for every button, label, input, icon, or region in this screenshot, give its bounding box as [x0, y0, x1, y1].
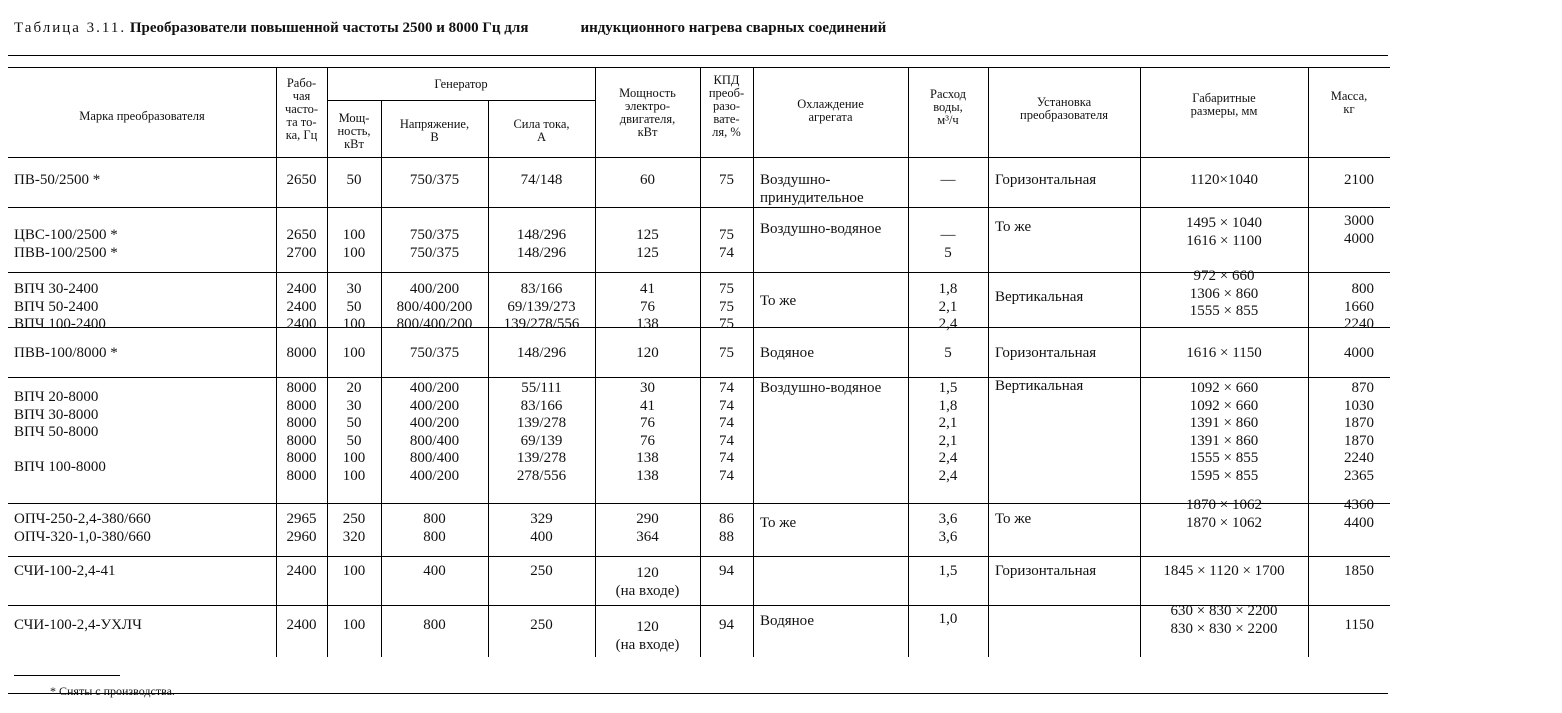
- voltage-cell: 400/200 800/400/200 800/400/200: [396, 281, 473, 332]
- generator-power-cell: 20 30 50 50 100 100: [342, 380, 366, 484]
- voltage-cell: 750/375 750/375: [409, 227, 460, 261]
- generator-power-cell: 250 320: [342, 511, 366, 545]
- row-divider: [8, 157, 1390, 158]
- water-flow-cell: 5: [944, 345, 952, 361]
- motor-power-cell: 30 41 76 76 138 138: [636, 380, 659, 484]
- header-efficiency: КПД преоб- разо- вате- ля, %: [708, 73, 745, 139]
- motor-power-cell: 120 (на входе): [615, 619, 680, 653]
- current-cell: 329 400: [530, 511, 553, 545]
- caption-title-part-1: Преобразователи повышенной частоты 2500 и 8000 Гц для: [129, 20, 529, 36]
- water-flow-cell: 3,6 3,6: [938, 511, 958, 545]
- efficiency-cell: 75: [719, 345, 734, 361]
- header-generator-power: Мощ- ность, кВт: [337, 111, 371, 151]
- water-flow-cell: 1,5 1,8 2,1 2,1 2,4 2,4: [938, 380, 958, 484]
- frequency-cell: 2400 2400 2400: [286, 281, 317, 332]
- generator-power-cell: 100: [342, 617, 366, 633]
- header-motor-power: Мощность электро- двигателя, кВт: [619, 86, 676, 139]
- efficiency-cell: 94: [719, 563, 734, 579]
- motor-power-cell: 120: [636, 345, 659, 361]
- column-divider: [488, 100, 489, 657]
- efficiency-cell: 86 88: [719, 511, 734, 545]
- water-flow-cell: 1,5: [938, 563, 958, 579]
- mass-cell: 1150: [1344, 617, 1374, 633]
- installation-cell: Горизонтальная: [995, 345, 1097, 361]
- column-divider: [595, 67, 596, 657]
- cooling-cell: Водяное: [760, 345, 814, 361]
- column-divider: [1308, 67, 1309, 657]
- cooling-cell: Водяное: [760, 613, 814, 629]
- dimensions-cell: 972 × 660 1306 × 860 1555 × 855: [1189, 268, 1259, 319]
- header-generator: Генератор: [434, 77, 488, 91]
- current-cell: 83/166 69/139/273 139/278/556: [503, 281, 580, 332]
- generator-power-cell: 30 50 100: [342, 281, 366, 332]
- dimensions-cell: 1495 × 1040 1616 × 1100: [1186, 215, 1262, 249]
- voltage-cell: 750/375: [409, 345, 460, 361]
- voltage-cell: 800: [423, 617, 446, 633]
- current-cell: 250: [530, 563, 553, 579]
- generator-subheader-line: [327, 100, 595, 101]
- motor-power-cell: 60: [640, 172, 655, 188]
- generator-power-cell: 50: [346, 172, 362, 188]
- water-flow-cell: 1,8 2,1 2,4: [938, 281, 958, 332]
- voltage-cell: 800 800: [423, 511, 446, 545]
- efficiency-cell: 94: [719, 617, 734, 633]
- efficiency-cell: 75 74: [719, 227, 734, 261]
- generator-power-cell: 100: [342, 563, 366, 579]
- generator-power-cell: 100: [342, 345, 366, 361]
- generator-power-cell: 100 100: [342, 227, 366, 261]
- row-divider: [8, 556, 1390, 557]
- header-cooling: Охлаждение агрегата: [797, 97, 864, 124]
- header-brand: Марка преобразователя: [79, 109, 205, 123]
- mass-cell: 4000: [1344, 345, 1374, 361]
- brand-cell: ПВ-50/2500 *: [14, 172, 101, 188]
- efficiency-cell: 75: [719, 172, 734, 188]
- column-divider: [1140, 67, 1141, 657]
- dimensions-cell: 630 × 830 × 2200 830 × 830 × 2200: [1170, 603, 1278, 637]
- brand-cell: ПВВ-100/8000 *: [14, 345, 118, 361]
- installation-cell: То же: [995, 219, 1032, 235]
- cooling-cell: Воздушно-водяное: [760, 221, 882, 237]
- installation-cell: Вертикальная: [995, 289, 1084, 305]
- voltage-cell: 400/200 400/200 400/200 800/400 800/400 400/200: [409, 380, 460, 484]
- water-flow-cell: 1,0: [938, 611, 958, 627]
- column-divider: [908, 67, 909, 657]
- current-cell: 148/296: [516, 345, 567, 361]
- water-flow-cell: — 5: [940, 227, 956, 261]
- motor-power-cell: 120 (на входе): [615, 565, 680, 599]
- mass-cell: 2100: [1344, 172, 1374, 188]
- brand-cell: ВПЧ 20-8000 ВПЧ 30-8000 ВПЧ 50-8000 ВПЧ 100-8000: [14, 389, 106, 475]
- footnote: * Сняты с производства.: [50, 684, 175, 698]
- table-bottom-rule: [8, 693, 1388, 694]
- column-divider: [327, 67, 328, 657]
- motor-power-cell: 41 76 138: [636, 281, 659, 332]
- frequency-cell: 2400: [286, 617, 317, 633]
- brand-cell: СЧИ-100-2,4-41: [14, 563, 116, 579]
- efficiency-cell: 75 75 75: [719, 281, 734, 332]
- cooling-cell: То же: [760, 515, 797, 531]
- cooling-cell: То же: [760, 293, 797, 309]
- efficiency-cell: 74 74 74 74 74 74: [719, 380, 734, 484]
- current-cell: 148/296 148/296: [516, 227, 567, 261]
- caption-title-part-2: индукционного нагрева сварных соединений: [580, 20, 887, 36]
- header-frequency: Рабо- чая часто- та то- ка, Гц: [284, 76, 319, 142]
- dimensions-cell: 1870 × 1062 1870 × 1062: [1186, 497, 1262, 531]
- footnote-rule: [14, 675, 120, 676]
- dimensions-cell: 1845 × 1120 × 1700: [1163, 563, 1285, 579]
- table-caption: [14, 20, 886, 37]
- mass-cell: 870 1030 1870 1870 2240 2365: [1344, 380, 1374, 484]
- installation-cell: Вертикальная: [995, 378, 1084, 394]
- mass-cell: 1850: [1344, 563, 1374, 579]
- brand-cell: ЦВС-100/2500 * ПВВ-100/2500 *: [14, 227, 118, 261]
- dimensions-cell: 1616 × 1150: [1186, 345, 1262, 361]
- installation-cell: То же: [995, 511, 1032, 527]
- current-cell: 250: [530, 617, 553, 633]
- current-cell: 55/111 83/166 139/278 69/139 139/278 278/556: [516, 380, 567, 484]
- column-divider: [753, 67, 754, 657]
- frequency-cell: 2650: [286, 172, 317, 188]
- brand-cell: СЧИ-100-2,4-УХЛЧ: [14, 617, 142, 633]
- frequency-cell: 2965 2960: [286, 511, 317, 545]
- mass-cell: 4360 4400: [1344, 497, 1374, 531]
- header-water-flow: Расход воды, м³/ч: [930, 87, 966, 127]
- frequency-cell: 8000: [286, 345, 317, 361]
- voltage-cell: 400: [423, 563, 446, 579]
- header-mass: Масса, кг: [1330, 89, 1368, 116]
- motor-power-cell: 290 364: [636, 511, 659, 545]
- motor-power-cell: 125 125: [636, 227, 659, 261]
- column-divider: [700, 67, 701, 657]
- cooling-cell: Воздушно- принудительное: [760, 172, 864, 206]
- dimensions-cell: 1092 × 660 1092 × 660 1391 × 860 1391 × 860 1555 × 855 1595 × 855: [1189, 380, 1259, 484]
- installation-cell: Горизонтальная: [995, 563, 1097, 579]
- header-top-line: [8, 67, 1390, 68]
- column-divider: [381, 100, 382, 657]
- frequency-cell: 8000 8000 8000 8000 8000 8000: [286, 380, 317, 484]
- frequency-cell: 2650 2700: [286, 227, 317, 261]
- header-dimensions: Габаритные размеры, мм: [1190, 91, 1258, 118]
- column-divider: [276, 67, 277, 657]
- header-installation: Установка преобразователя: [1020, 95, 1108, 122]
- frequency-cell: 2400: [286, 563, 317, 579]
- header-voltage: Напряжение, В: [399, 117, 470, 144]
- mass-cell: 3000 4000: [1344, 213, 1374, 247]
- table-top-rule: [8, 55, 1388, 56]
- water-flow-cell: —: [940, 172, 956, 188]
- row-divider: [8, 377, 1390, 378]
- dimensions-cell: 1120×1040: [1190, 172, 1258, 188]
- current-cell: 74/148: [520, 172, 563, 188]
- cooling-cell: Воздушно-водяное: [760, 380, 882, 396]
- row-divider: [8, 327, 1390, 328]
- brand-cell: ОПЧ-250-2,4-380/660 ОПЧ-320-1,0-380/660: [14, 511, 151, 545]
- row-divider: [8, 207, 1390, 208]
- header-current: Сила тока, А: [513, 117, 570, 144]
- caption-label: Таблица 3.11.: [14, 20, 127, 36]
- voltage-cell: 750/375: [409, 172, 460, 188]
- installation-cell: Горизонтальная: [995, 172, 1097, 188]
- mass-cell: 800 1660 2240: [1344, 281, 1374, 332]
- column-divider: [988, 67, 989, 657]
- brand-cell: ВПЧ 30-2400 ВПЧ 50-2400 ВПЧ 100-2400: [14, 281, 106, 332]
